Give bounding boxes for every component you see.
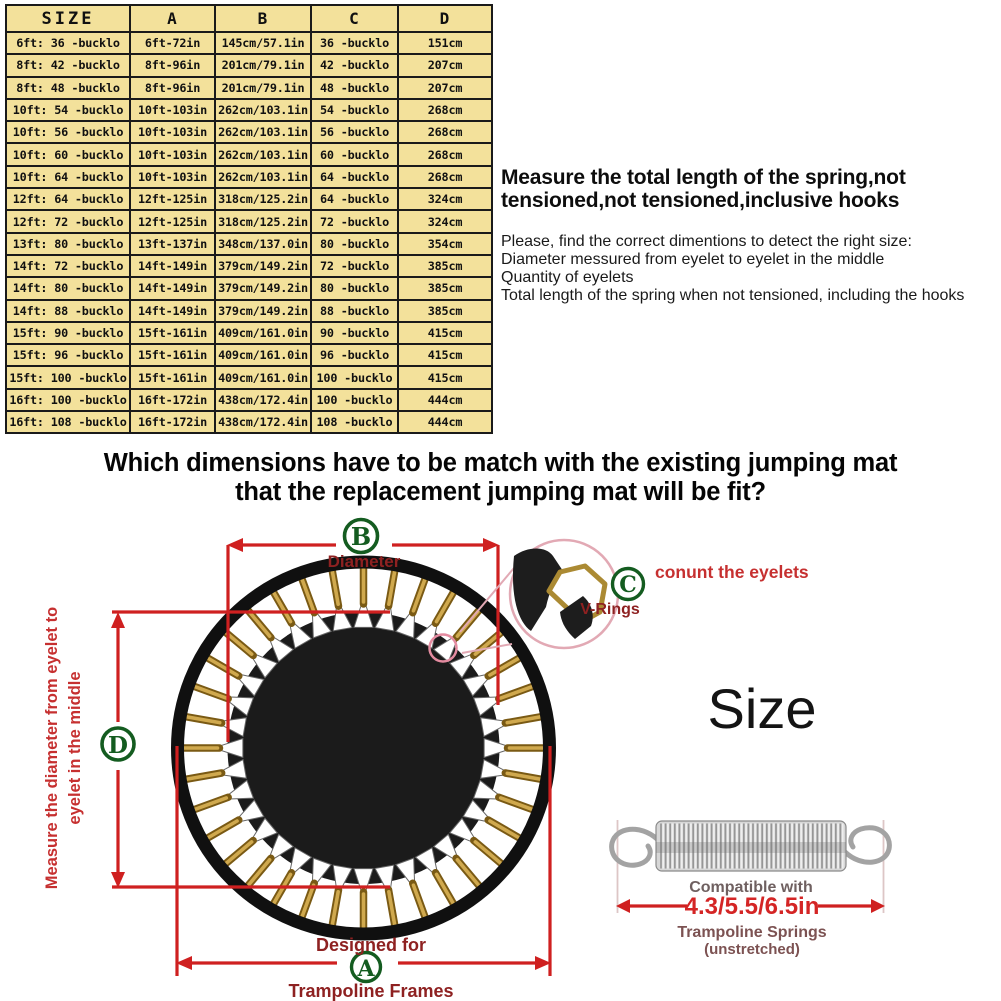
table-row bbox=[6, 255, 492, 277]
spring-rod-highlight bbox=[501, 686, 533, 698]
table-cell: 268cm bbox=[398, 143, 492, 165]
question-heading-text: Which dimensions have to be match with the existing jumping mat that the replacement jumping mat will be fit? bbox=[103, 449, 898, 506]
table-cell: 12ft-125in bbox=[130, 188, 215, 210]
column-header: B bbox=[215, 5, 311, 32]
left-note-line1: Measure the diameter from eyelet to bbox=[43, 606, 61, 890]
spring-note-line: Quantity of eyelets bbox=[501, 269, 634, 286]
badge-c-letter: C bbox=[619, 572, 637, 598]
table-cell: 64 -bucklo bbox=[311, 166, 398, 188]
table-cell: 409cm/161.0in bbox=[215, 344, 311, 366]
spring-rod-highlight bbox=[226, 842, 252, 864]
table-cell: 444cm bbox=[398, 411, 492, 433]
spring-rod-highlight bbox=[208, 658, 237, 675]
table-cell: 72 -bucklo bbox=[311, 210, 398, 232]
spring-rod-highlight bbox=[194, 798, 226, 810]
table-cell: 16ft-172in bbox=[130, 389, 215, 411]
table-cell: 201cm/79.1in bbox=[215, 54, 311, 76]
table-cell: 56 -bucklo bbox=[311, 121, 398, 143]
table-cell: 8ft-96in bbox=[130, 54, 215, 76]
table-cell: 15ft-161in bbox=[130, 322, 215, 344]
table-cell: 12ft-125in bbox=[130, 210, 215, 232]
table-row bbox=[6, 344, 492, 366]
table-cell: 15ft-161in bbox=[130, 366, 215, 388]
table-row bbox=[6, 32, 492, 54]
table-cell: 318cm/125.2in bbox=[215, 210, 311, 232]
jumping-mat bbox=[228, 612, 500, 884]
spring-rod-highlight bbox=[413, 885, 425, 917]
table-cell: 262cm/103.1in bbox=[215, 99, 311, 121]
table-cell: 13ft-137in bbox=[130, 233, 215, 255]
compatible-with-label: Compatible with bbox=[689, 879, 813, 896]
table-row bbox=[6, 166, 492, 188]
table-cell: 80 -bucklo bbox=[311, 277, 398, 299]
table-cell: 14ft: 88 -bucklo bbox=[6, 300, 130, 322]
count-eyelets-caption: conunt the eyelets bbox=[655, 562, 809, 582]
table-cell: 15ft-161in bbox=[130, 344, 215, 366]
table-cell: 409cm/161.0in bbox=[215, 366, 311, 388]
unstretched-label: (unstretched) bbox=[704, 941, 800, 958]
table-cell: 262cm/103.1in bbox=[215, 143, 311, 165]
table-cell: 14ft-149in bbox=[130, 255, 215, 277]
table-row bbox=[6, 300, 492, 322]
table-row bbox=[6, 54, 492, 76]
table-cell: 385cm bbox=[398, 300, 492, 322]
diameter-caption: Diameter bbox=[327, 552, 401, 571]
table-cell: 96 -bucklo bbox=[311, 344, 398, 366]
table-cell: 10ft-103in bbox=[130, 143, 215, 165]
table-cell: 108 -bucklo bbox=[311, 411, 398, 433]
table-cell: 268cm bbox=[398, 121, 492, 143]
spring-rod-highlight bbox=[413, 579, 425, 611]
table-cell: 15ft: 90 -bucklo bbox=[6, 322, 130, 344]
table-cell: 14ft: 72 -bucklo bbox=[6, 255, 130, 277]
trampoline-frames-caption: Trampoline Frames bbox=[288, 981, 454, 1001]
table-cell: 438cm/172.4in bbox=[215, 411, 311, 433]
table-cell: 10ft-103in bbox=[130, 166, 215, 188]
table-cell: 8ft-96in bbox=[130, 77, 215, 99]
table-cell: 409cm/161.0in bbox=[215, 322, 311, 344]
table-row bbox=[6, 411, 492, 433]
table-cell: 348cm/137.0in bbox=[215, 233, 311, 255]
spring-left-hook bbox=[612, 829, 657, 865]
spring-rod-highlight bbox=[437, 874, 454, 903]
table-cell: 268cm bbox=[398, 166, 492, 188]
table-header-row bbox=[6, 5, 492, 32]
table-cell: 16ft: 100 -bucklo bbox=[6, 389, 130, 411]
table-cell: 415cm bbox=[398, 366, 492, 388]
table-cell: 48 -bucklo bbox=[311, 77, 398, 99]
spring-note-title: Measure the total length of the spring,not tensioned,not tensioned,inclusive hooks bbox=[501, 166, 906, 213]
table-cell: 64 -bucklo bbox=[311, 188, 398, 210]
spring-rod-highlight bbox=[501, 798, 533, 810]
table-cell: 100 -bucklo bbox=[311, 389, 398, 411]
table-cell: 90 -bucklo bbox=[311, 322, 398, 344]
column-header: A bbox=[130, 5, 215, 32]
spring-rod-highlight bbox=[437, 592, 454, 621]
table-row bbox=[6, 277, 492, 299]
table-cell: 6ft: 36 -bucklo bbox=[6, 32, 130, 54]
table-row bbox=[6, 389, 492, 411]
column-header: C bbox=[311, 5, 398, 32]
table-row bbox=[6, 233, 492, 255]
table-cell: 36 -bucklo bbox=[311, 32, 398, 54]
spring-note-line: Total length of the spring when not tensioned, including the hooks bbox=[501, 286, 965, 304]
table-row bbox=[6, 77, 492, 99]
table-cell: 42 -bucklo bbox=[311, 54, 398, 76]
spring-rod-highlight bbox=[248, 860, 270, 886]
table-cell: 201cm/79.1in bbox=[215, 77, 311, 99]
table-cell: 415cm bbox=[398, 344, 492, 366]
badge-b-letter: B bbox=[350, 522, 372, 551]
table-cell: 6ft-72in bbox=[130, 32, 215, 54]
table-cell: 88 -bucklo bbox=[311, 300, 398, 322]
table-cell: 72 -bucklo bbox=[311, 255, 398, 277]
table-cell: 379cm/149.2in bbox=[215, 255, 311, 277]
table-cell: 8ft: 48 -bucklo bbox=[6, 77, 130, 99]
spring-rod-highlight bbox=[302, 885, 314, 917]
table-cell: 379cm/149.2in bbox=[215, 300, 311, 322]
trampoline-diagram bbox=[0, 505, 1001, 1001]
spring-rod-highlight bbox=[302, 579, 314, 611]
table-cell: 151cm bbox=[398, 32, 492, 54]
table-cell: 10ft-103in bbox=[130, 121, 215, 143]
table-row bbox=[6, 366, 492, 388]
table-row bbox=[6, 99, 492, 121]
badge-a-letter: A bbox=[357, 956, 375, 982]
table-cell: 415cm bbox=[398, 322, 492, 344]
table-cell: 15ft: 96 -bucklo bbox=[6, 344, 130, 366]
question-heading bbox=[0, 449, 1001, 507]
table-cell: 444cm bbox=[398, 389, 492, 411]
table-cell: 100 -bucklo bbox=[311, 366, 398, 388]
table-cell: 12ft: 64 -bucklo bbox=[6, 188, 130, 210]
table-cell: 262cm/103.1in bbox=[215, 166, 311, 188]
spring-rod-highlight bbox=[248, 610, 270, 636]
table-cell: 324cm bbox=[398, 210, 492, 232]
column-header: D bbox=[398, 5, 492, 32]
table-cell: 324cm bbox=[398, 188, 492, 210]
trampoline-springs-label: Trampoline Springs bbox=[677, 924, 827, 941]
table-cell: 12ft: 72 -bucklo bbox=[6, 210, 130, 232]
spring-rod-highlight bbox=[274, 874, 291, 903]
badge-d-letter: D bbox=[108, 732, 128, 759]
spring-measure-note bbox=[501, 166, 1001, 305]
table-cell: 438cm/172.4in bbox=[215, 389, 311, 411]
size-title: Size bbox=[707, 677, 817, 740]
table-cell: 10ft: 54 -bucklo bbox=[6, 99, 130, 121]
spring-rod-highlight bbox=[490, 658, 519, 675]
spring-rod-highlight bbox=[194, 686, 226, 698]
spring-rod-highlight bbox=[475, 842, 501, 864]
table-cell: 13ft: 80 -bucklo bbox=[6, 233, 130, 255]
designed-for-caption: Designed for bbox=[315, 935, 427, 955]
table-cell: 60 -bucklo bbox=[311, 143, 398, 165]
v-rings-caption: V-Rings bbox=[580, 601, 640, 618]
table-cell: 262cm/103.1in bbox=[215, 121, 311, 143]
size-table bbox=[5, 4, 493, 434]
table-row bbox=[6, 121, 492, 143]
spring-note-lines bbox=[501, 233, 1001, 305]
table-cell: 207cm bbox=[398, 54, 492, 76]
table-cell: 379cm/149.2in bbox=[215, 277, 311, 299]
spring-note-line: Please, find the correct dimentions to detect the right size: bbox=[501, 233, 912, 251]
coil-spring-figure bbox=[612, 820, 890, 958]
table-cell: 354cm bbox=[398, 233, 492, 255]
table-cell: 268cm bbox=[398, 99, 492, 121]
spring-note-line: Diameter messured from eyelet to eyelet in the middle bbox=[501, 251, 885, 269]
table-row bbox=[6, 143, 492, 165]
table-row bbox=[6, 188, 492, 210]
table-cell: 385cm bbox=[398, 255, 492, 277]
table-cell: 145cm/57.1in bbox=[215, 32, 311, 54]
table-row bbox=[6, 210, 492, 232]
spring-rod-highlight bbox=[457, 860, 479, 886]
spring-rod-highlight bbox=[208, 821, 237, 838]
table-cell: 16ft: 108 -bucklo bbox=[6, 411, 130, 433]
left-note-line2: eyelet in the middle bbox=[66, 671, 84, 825]
column-header: SIZE bbox=[6, 5, 130, 32]
table-cell: 14ft-149in bbox=[130, 300, 215, 322]
table-cell: 10ft-103in bbox=[130, 99, 215, 121]
table-cell: 10ft: 60 -bucklo bbox=[6, 143, 130, 165]
table-cell: 54 -bucklo bbox=[311, 99, 398, 121]
table-cell: 318cm/125.2in bbox=[215, 188, 311, 210]
spring-rod-highlight bbox=[274, 592, 291, 621]
spring-sizes-label: 4.3/5.5/6.5in bbox=[684, 893, 820, 920]
table-cell: 14ft: 80 -bucklo bbox=[6, 277, 130, 299]
table-cell: 15ft: 100 -bucklo bbox=[6, 366, 130, 388]
table-cell: 14ft-149in bbox=[130, 277, 215, 299]
table-cell: 385cm bbox=[398, 277, 492, 299]
table-cell: 10ft: 64 -bucklo bbox=[6, 166, 130, 188]
table-row bbox=[6, 322, 492, 344]
table-cell: 16ft-172in bbox=[130, 411, 215, 433]
spring-rod-highlight bbox=[490, 821, 519, 838]
table-cell: 8ft: 42 -bucklo bbox=[6, 54, 130, 76]
table-cell: 10ft: 56 -bucklo bbox=[6, 121, 130, 143]
table-cell: 80 -bucklo bbox=[311, 233, 398, 255]
mat-corner-detail bbox=[513, 549, 563, 632]
table-cell: 207cm bbox=[398, 77, 492, 99]
